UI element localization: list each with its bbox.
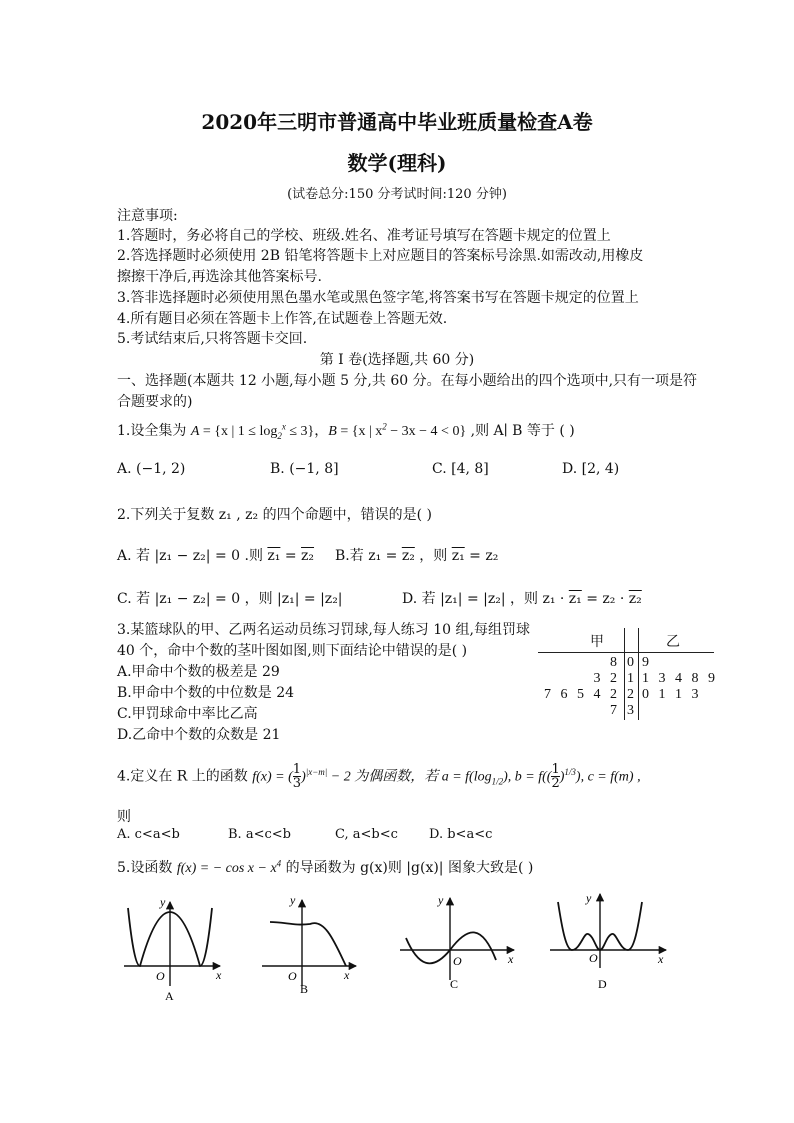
question-3-option-b: B.甲命中个数的中位数是 24 bbox=[117, 685, 295, 701]
question-5-stem: 5.设函数 f(x) = − $\cos x - x^4$ 的导函数为 g(x)则 |g(x)| 图象大致是( ) bbox=[117, 858, 534, 876]
graph-b-origin: O bbox=[288, 969, 297, 983]
graph-d-y-label: y bbox=[586, 891, 592, 905]
stem-leaf-divider-right bbox=[638, 628, 639, 720]
graph-d-origin: O bbox=[589, 951, 598, 965]
question-4-then: 则 bbox=[117, 809, 131, 825]
stem-leaf-header-line bbox=[538, 652, 714, 653]
graph-b bbox=[262, 893, 356, 996]
question-5-graphs bbox=[110, 888, 680, 1008]
stem-leaf-stem: 3 bbox=[627, 703, 637, 718]
question-1-option-b: B. (−1, 8] bbox=[270, 461, 339, 477]
question-4-option-d: D. b<a<c bbox=[429, 827, 493, 842]
stem-leaf-right-leaves: 1 3 4 8 9 bbox=[642, 671, 718, 686]
graph-c-curve bbox=[406, 932, 496, 963]
stem-leaf-stem: 1 bbox=[627, 671, 637, 686]
notice-item: 3.答非选择题时必须使用黑色墨水笔或黑色签字笔,将答案书写在答题卡规定的位置上 bbox=[117, 290, 639, 306]
section-intro: 一、选择题(本题共 12 小题,每小题 5 分,共 60 分。在每小题给出的四个选项中,只有一项是符 bbox=[117, 373, 698, 389]
stem-leaf-left-leaves: 7 bbox=[610, 703, 620, 718]
graph-c-y-label: y bbox=[438, 893, 444, 907]
stem-leaf-right-leaves: 0 1 1 3 bbox=[642, 687, 702, 702]
stem-leaf-divider-left bbox=[624, 628, 625, 720]
graph-b-x-label: x bbox=[344, 968, 350, 982]
stem-leaf-right-leaves: 9 bbox=[642, 655, 652, 670]
question-2-option-c: C. 若 |z₁ − z₂| = 0 ，则 |z₁| = |z₂| bbox=[117, 591, 343, 607]
stem-leaf-header-right: 乙 bbox=[666, 634, 680, 650]
notice-item: 4.所有题目必须在答题卡上作答,在试题卷上答题无效. bbox=[117, 311, 448, 327]
question-4-option-a: A. c<a<b bbox=[117, 827, 180, 842]
question-3-stem-line2: 40 个，命中个数的茎叶图如图,则下面结论中错误的是( ) bbox=[117, 643, 468, 659]
graph-d-label: D bbox=[598, 977, 607, 991]
graph-b-label: B bbox=[300, 982, 309, 996]
notice-item: 擦擦干净后,再选涂其他答案标号. bbox=[117, 269, 322, 285]
stem-leaf-header-left: 甲 bbox=[590, 634, 604, 650]
section-title: 第 I 卷(选择题,共 60 分) bbox=[319, 352, 475, 368]
question-3-option-c: C.甲罚球命中率比乙高 bbox=[117, 706, 258, 722]
graph-a-label: A bbox=[165, 989, 174, 1003]
graph-c-origin: O bbox=[453, 954, 462, 968]
graph-c-label: C bbox=[450, 977, 459, 991]
exam-subtitle: 数学(理科) bbox=[347, 151, 447, 175]
question-2-option-d: D. 若 |z₁| = |z₂| ，则 z₁ · z₁ = z₂ · z₂ bbox=[402, 591, 642, 607]
section-intro: 合题要求的) bbox=[117, 394, 193, 410]
graph-a-x-label: x bbox=[216, 968, 222, 982]
question-1-stem: 1.设全集为 A = {x | $1 \le \log_2^x \le 3$}，B = {x | $x^2 - 3x - 4 < 0$} ,则 A∣ B 等于 ( ) bbox=[117, 421, 575, 441]
graph-a-origin: O bbox=[156, 969, 165, 983]
graph-a-y-label: y bbox=[160, 895, 166, 909]
graph-d-x-label: x bbox=[658, 952, 664, 966]
graph-b-curve bbox=[270, 922, 346, 966]
question-4-option-b: B. a<c<b bbox=[228, 827, 291, 842]
stem-leaf-stem: 2 bbox=[627, 687, 637, 702]
notice-heading: 注意事项: bbox=[117, 208, 178, 224]
graph-d bbox=[550, 891, 666, 991]
question-3-stem-line1: 3.某篮球队的甲、乙两名运动员练习罚球,每人练习 10 组,每组罚球 bbox=[117, 622, 530, 638]
graph-a bbox=[124, 895, 222, 1003]
notice-item: 2.答选择题时必须使用 2B 铅笔将答题卡上对应题目的答案标号涂黑.如需改动,用橡皮 bbox=[117, 248, 644, 264]
stem-leaf-plot bbox=[538, 628, 718, 720]
notice-item: 1.答题时，务必将自己的学校、班级.姓名、准考证号填写在答题卡规定的位置上 bbox=[117, 228, 611, 244]
stem-leaf-left-leaves: 8 bbox=[610, 655, 620, 670]
stem-leaf-stem: 0 bbox=[627, 655, 637, 670]
graph-c-x-label: x bbox=[508, 952, 514, 966]
question-4-option-c: C, a<b<c bbox=[335, 827, 398, 842]
exam-info: (试卷总分:150 分考试时间:120 分钟) bbox=[287, 187, 507, 202]
stem-leaf-left-leaves: 7 6 5 4 2 bbox=[544, 687, 620, 702]
graph-b-y-label: y bbox=[290, 893, 296, 907]
question-1-option-d: D. [2, 4) bbox=[562, 461, 620, 477]
stem-leaf-left-leaves: 3 2 bbox=[593, 671, 620, 686]
question-3-option-d: D.乙命中个数的众数是 21 bbox=[117, 727, 281, 743]
question-2-option-b: B.若 z₁ = z₂ ，则 z₁ = z₂ bbox=[335, 548, 499, 564]
question-1-option-a: A. (−1, 2) bbox=[117, 461, 186, 477]
question-4-stem: 4.定义在 R 上的函数 f(x) = ( $\frac{1}{3}$ )$^{|x-m|}$ − 2 为偶函数，若 $a = f(\log_{1/2})$, b = f(( $\frac{1}{2}$ )$^{1/3}$), c = f(m) , bbox=[117, 762, 641, 791]
exam-title: 2020年三明市普通高中毕业班质量检查A卷 bbox=[201, 110, 593, 134]
notice-item: 5.考试结束后,只将答题卡交回. bbox=[117, 331, 308, 347]
question-1-option-c: C. [4, 8] bbox=[432, 461, 489, 477]
question-2-stem: 2.下列关于复数 z₁ , z₂ 的四个命题中，错误的是( ) bbox=[117, 507, 432, 523]
question-2-option-a: A. 若 |z₁ − z₂| = 0 .则 z₁ = z₂ bbox=[117, 548, 315, 564]
graph-c bbox=[400, 893, 514, 991]
question-3-option-a: A.甲命中个数的极差是 29 bbox=[117, 664, 280, 680]
